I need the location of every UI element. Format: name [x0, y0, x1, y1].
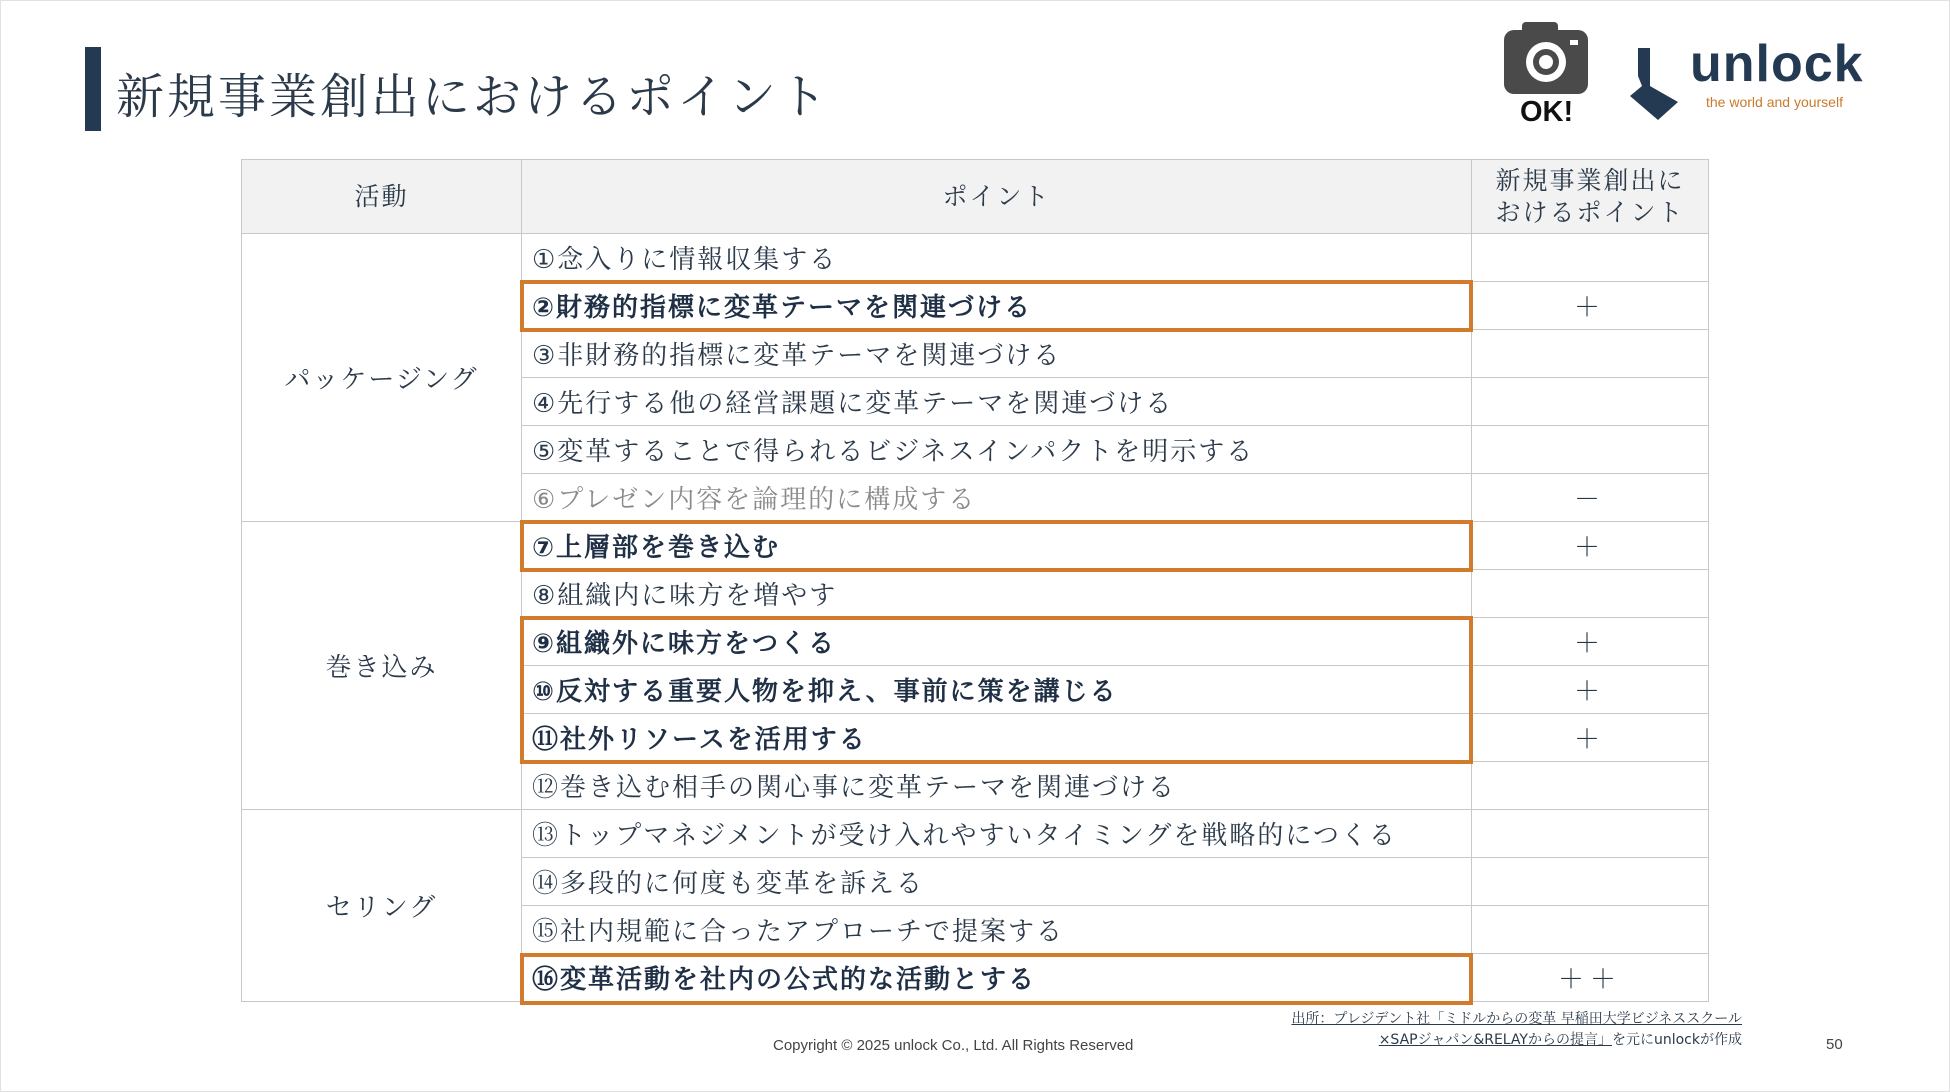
point-mark: ＋: [1472, 618, 1709, 666]
header-point: ポイント: [522, 160, 1472, 234]
source-line-2: [1291, 1030, 1742, 1051]
camera-ok-label: OK!: [1520, 96, 1574, 128]
point-mark: [1472, 378, 1709, 426]
header-new-business: [1472, 160, 1709, 234]
header-activity: 活動: [242, 160, 522, 234]
point-mark: ＋: [1472, 666, 1709, 714]
point-text: ⑯変革活動を社内の公式的な活動とする: [522, 954, 1472, 1002]
point-mark: [1472, 810, 1709, 858]
point-text: ⑤変革することで得られるビジネスインパクトを明示する: [522, 426, 1472, 474]
table-row: [242, 810, 1709, 858]
point-mark: [1472, 234, 1709, 282]
source-line-2-rest: を元にunlockが作成: [1611, 1032, 1742, 1048]
activity-category: セリング: [242, 810, 522, 1002]
point-text: ⑮社内規範に合ったアプローチで提案する: [522, 906, 1472, 954]
source-line-2-underlined: ×SAPジャパン&RELAYからの提言」: [1378, 1032, 1612, 1048]
activity-category: 巻き込み: [242, 522, 522, 810]
point-text: ⑦上層部を巻き込む: [522, 522, 1472, 570]
title-accent-bar: [85, 47, 101, 131]
point-mark: [1472, 570, 1709, 618]
point-text: ⑭多段的に何度も変革を訴える: [522, 858, 1472, 906]
point-mark: [1472, 858, 1709, 906]
point-text: ⑧組織内に味方を増やす: [522, 570, 1472, 618]
point-mark: [1472, 762, 1709, 810]
logo-wordmark: unlock: [1690, 35, 1864, 93]
point-text: ⑪社外リソースを活用する: [522, 714, 1472, 762]
table-row: [242, 522, 1709, 570]
points-table: [241, 159, 1709, 1002]
point-mark: －: [1472, 474, 1709, 522]
point-text: ⑨組織外に味方をつくる: [522, 618, 1472, 666]
point-mark: ＋＋: [1472, 954, 1709, 1002]
point-text: ⑩反対する重要人物を抑え、事前に策を講じる: [522, 666, 1472, 714]
unlock-logo-icon: [1628, 46, 1684, 122]
point-mark: ＋: [1472, 714, 1709, 762]
page-title: 新規事業創出におけるポイント: [116, 69, 831, 125]
logo-tagline: the world and yourself: [1706, 94, 1843, 110]
source-line-1: 出所：プレジデント社「ミドルからの変革 早稲田大学ビジネススクール: [1291, 1011, 1742, 1027]
point-text: ⑥プレゼン内容を論理的に構成する: [522, 474, 1472, 522]
point-text: ④先行する他の経営課題に変革テーマを関連づける: [522, 378, 1472, 426]
point-mark: [1472, 330, 1709, 378]
point-mark: ＋: [1472, 522, 1709, 570]
activity-category: パッケージング: [242, 234, 522, 522]
table-header-row: [242, 160, 1709, 234]
point-text: ⑫巻き込む相手の関心事に変革テーマを関連づける: [522, 762, 1472, 810]
point-text: ②財務的指標に変革テーマを関連づける: [522, 282, 1472, 330]
header-new-business-label: 新規事業創出に おけるポイント: [1495, 165, 1685, 227]
copyright: Copyright © 2025 unlock Co., Ltd. All Rights Reserved: [773, 1037, 1134, 1054]
source-note: [1291, 1009, 1742, 1051]
point-text: ③非財務的指標に変革テーマを関連づける: [522, 330, 1472, 378]
point-text: ⑬トップマネジメントが受け入れやすいタイミングを戦略的につくる: [522, 810, 1472, 858]
point-mark: [1472, 426, 1709, 474]
point-text: ①念入りに情報収集する: [522, 234, 1472, 282]
point-mark: [1472, 906, 1709, 954]
page-number: 50: [1826, 1036, 1843, 1053]
camera-icon: [1502, 20, 1590, 96]
point-mark: ＋: [1472, 282, 1709, 330]
table-row: [242, 234, 1709, 282]
